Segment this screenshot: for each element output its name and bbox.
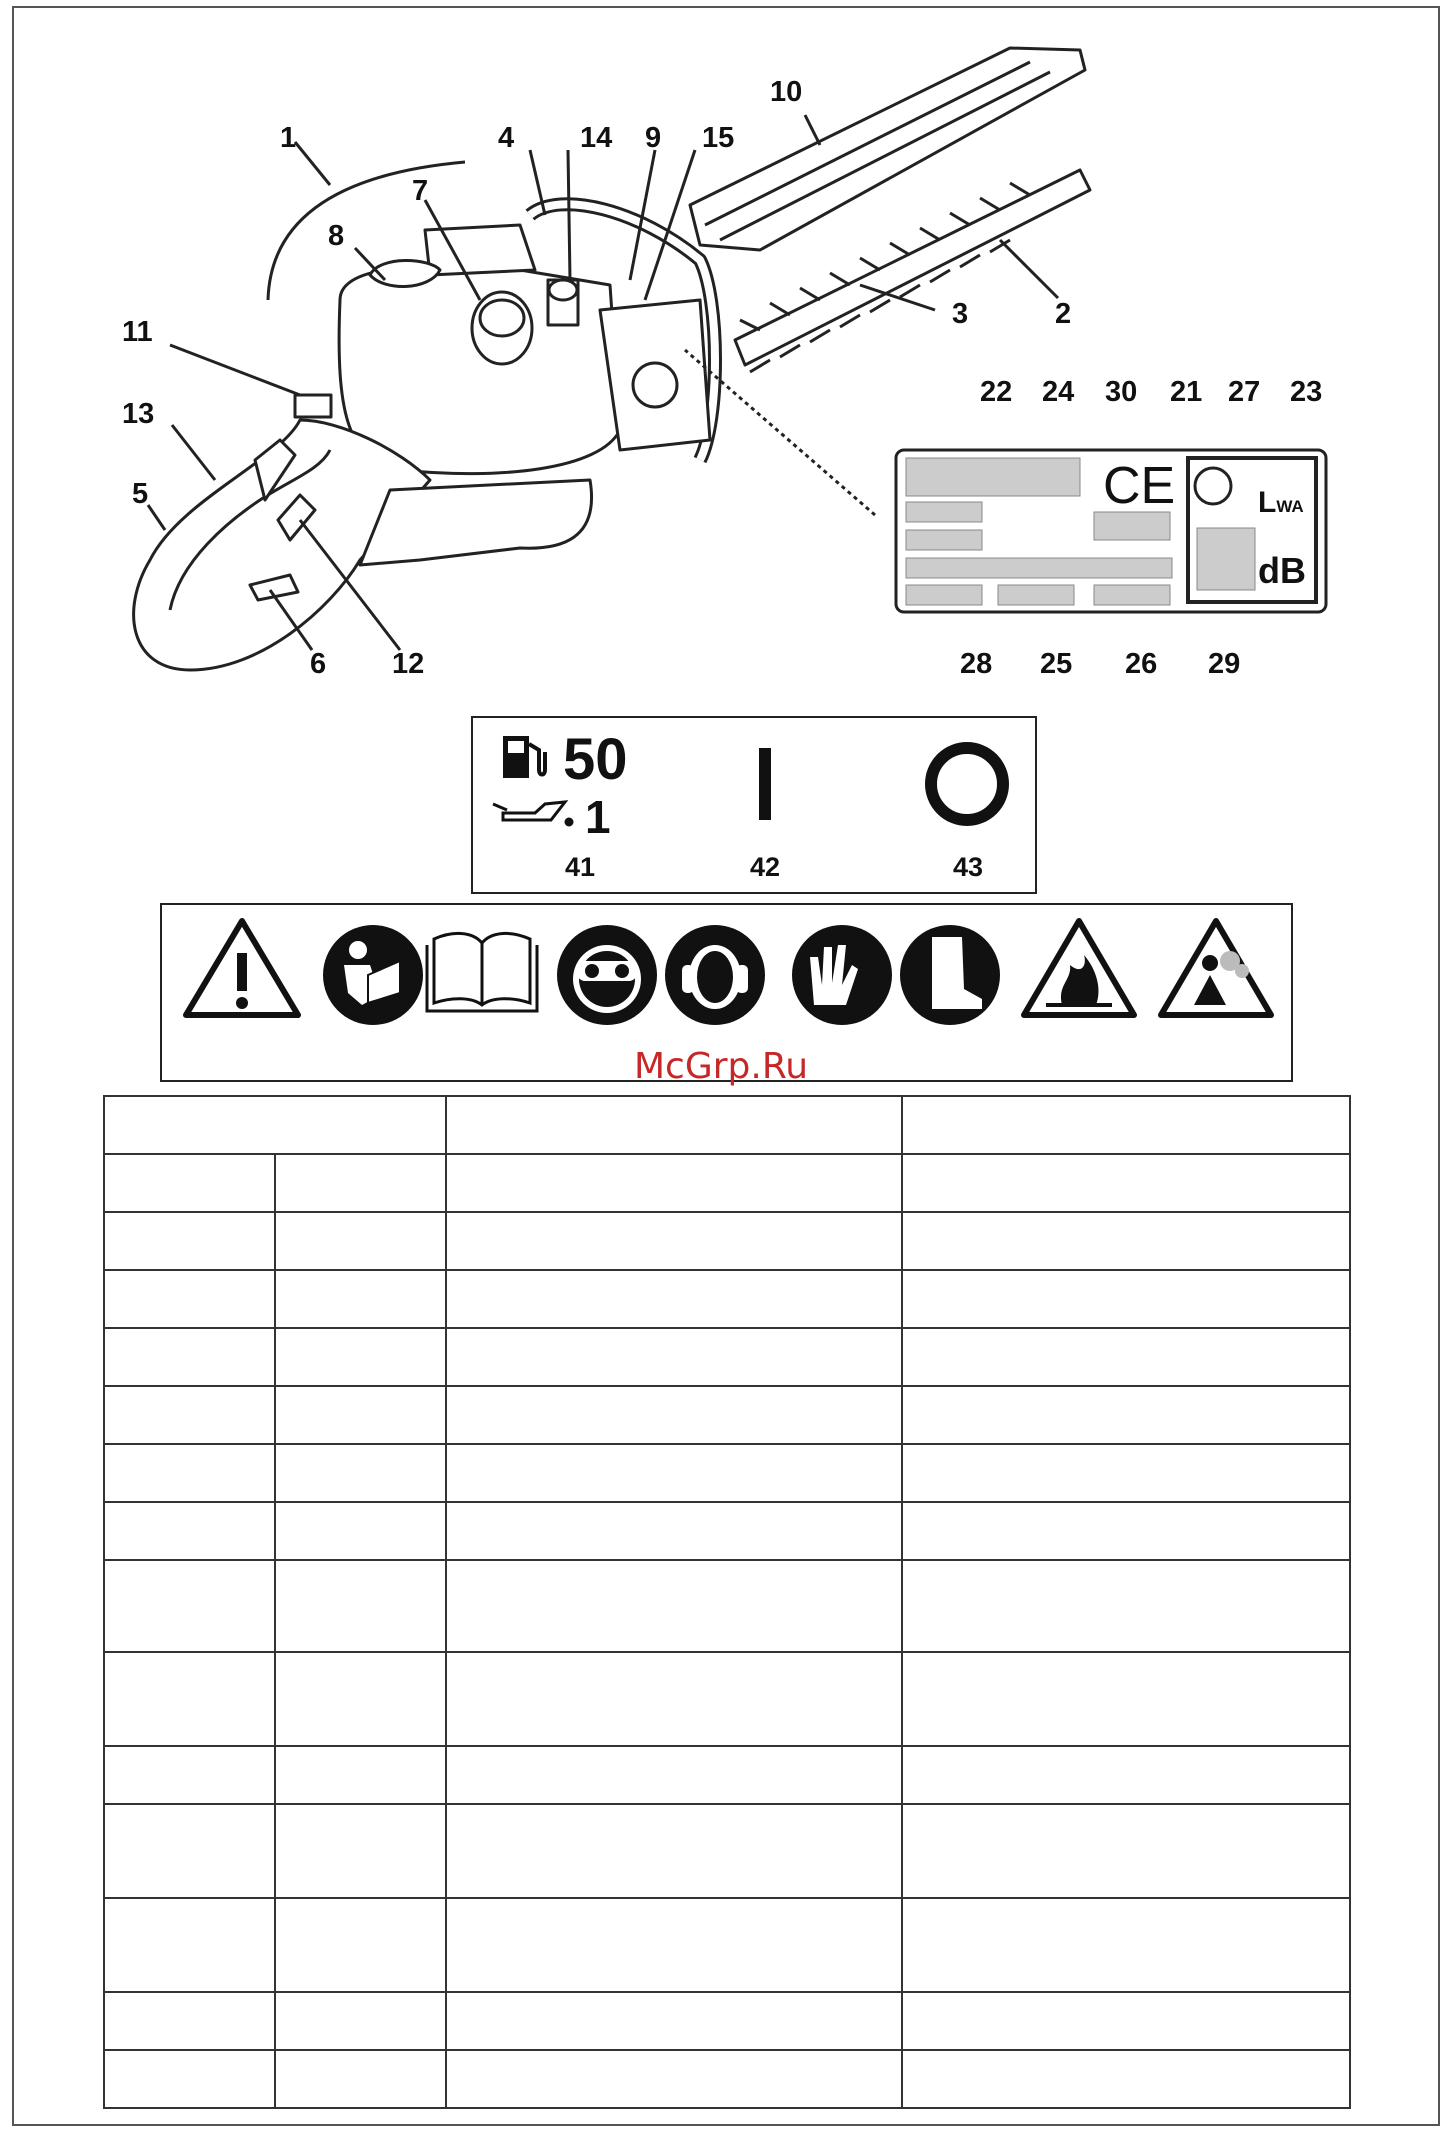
ce-mark: CE bbox=[1103, 457, 1176, 515]
lwa-text: L bbox=[1258, 486, 1277, 519]
callout-3: 3 bbox=[952, 298, 969, 330]
table-row bbox=[104, 1746, 1350, 1804]
gloves-icon bbox=[792, 925, 892, 1025]
callout-26: 26 bbox=[1125, 648, 1158, 680]
callout-6: 6 bbox=[310, 648, 327, 680]
lwa-sub: WA bbox=[1276, 497, 1304, 516]
callout-24: 24 bbox=[1042, 376, 1075, 408]
callout-25: 25 bbox=[1040, 648, 1073, 680]
callout-7: 7 bbox=[412, 175, 429, 207]
table-row bbox=[104, 1154, 1350, 1212]
table-row bbox=[104, 1386, 1350, 1444]
callout-27: 27 bbox=[1228, 376, 1261, 408]
table-row bbox=[104, 1270, 1350, 1328]
hedge-trimmer-diagram bbox=[0, 0, 1452, 700]
watermark: McGrp.Ru bbox=[634, 1046, 809, 1087]
table-row bbox=[104, 1992, 1350, 2050]
table-row bbox=[104, 1652, 1350, 1746]
callout-4: 4 bbox=[498, 122, 515, 154]
symbol-label-41: 41 bbox=[565, 852, 596, 882]
table-row bbox=[104, 1212, 1350, 1270]
callout-21: 21 bbox=[1170, 376, 1203, 408]
table-row bbox=[104, 1560, 1350, 1652]
table-cell bbox=[104, 1096, 446, 1154]
callout-30: 30 bbox=[1105, 376, 1138, 408]
callout-15: 15 bbox=[702, 122, 735, 154]
fire-hazard-icon bbox=[1024, 921, 1134, 1015]
eye-protection-icon bbox=[557, 925, 657, 1025]
toxic-fumes-icon bbox=[1161, 921, 1271, 1015]
callout-8: 8 bbox=[328, 220, 345, 252]
table-row bbox=[104, 1502, 1350, 1560]
open-book-icon bbox=[427, 933, 537, 1011]
symbol-label-42: 42 bbox=[750, 852, 781, 882]
table-row bbox=[104, 1898, 1350, 1992]
warning-triangle-icon bbox=[186, 921, 298, 1015]
callout-5: 5 bbox=[132, 478, 149, 510]
callout-14: 14 bbox=[580, 122, 613, 154]
parts-table bbox=[103, 1095, 1351, 2109]
off-switch-icon bbox=[931, 748, 1003, 820]
table-row bbox=[104, 1328, 1350, 1386]
table-row bbox=[104, 1444, 1350, 1502]
callout-13: 13 bbox=[122, 398, 155, 430]
fuel-ratio: 50 bbox=[563, 727, 628, 792]
callout-23: 23 bbox=[1290, 376, 1323, 408]
fuel-pump-icon bbox=[503, 736, 545, 778]
callout-9: 9 bbox=[645, 122, 662, 154]
callout-12: 12 bbox=[392, 648, 425, 680]
callout-1: 1 bbox=[280, 122, 297, 154]
table-cell bbox=[446, 1096, 902, 1154]
on-switch-icon bbox=[759, 748, 771, 820]
oil-ratio: 1 bbox=[585, 791, 611, 843]
lwa-label bbox=[1258, 486, 1304, 520]
db-label: dB bbox=[1258, 550, 1306, 591]
table-cell bbox=[902, 1096, 1350, 1154]
table-row bbox=[104, 2050, 1350, 2108]
oil-can-icon bbox=[493, 802, 572, 825]
callout-2: 2 bbox=[1055, 298, 1072, 330]
callout-11: 11 bbox=[122, 316, 153, 348]
callout-10: 10 bbox=[770, 76, 803, 108]
ear-protection-icon bbox=[665, 925, 765, 1025]
symbol-label-43: 43 bbox=[953, 852, 984, 882]
callout-29: 29 bbox=[1208, 648, 1241, 680]
callout-28: 28 bbox=[960, 648, 993, 680]
callout-22: 22 bbox=[980, 376, 1013, 408]
fuel-switch-symbols-panel bbox=[471, 716, 1037, 894]
table-row bbox=[104, 1804, 1350, 1898]
read-manual-icon bbox=[323, 925, 423, 1025]
table-header-row bbox=[104, 1096, 1350, 1154]
boots-icon bbox=[900, 925, 1000, 1025]
